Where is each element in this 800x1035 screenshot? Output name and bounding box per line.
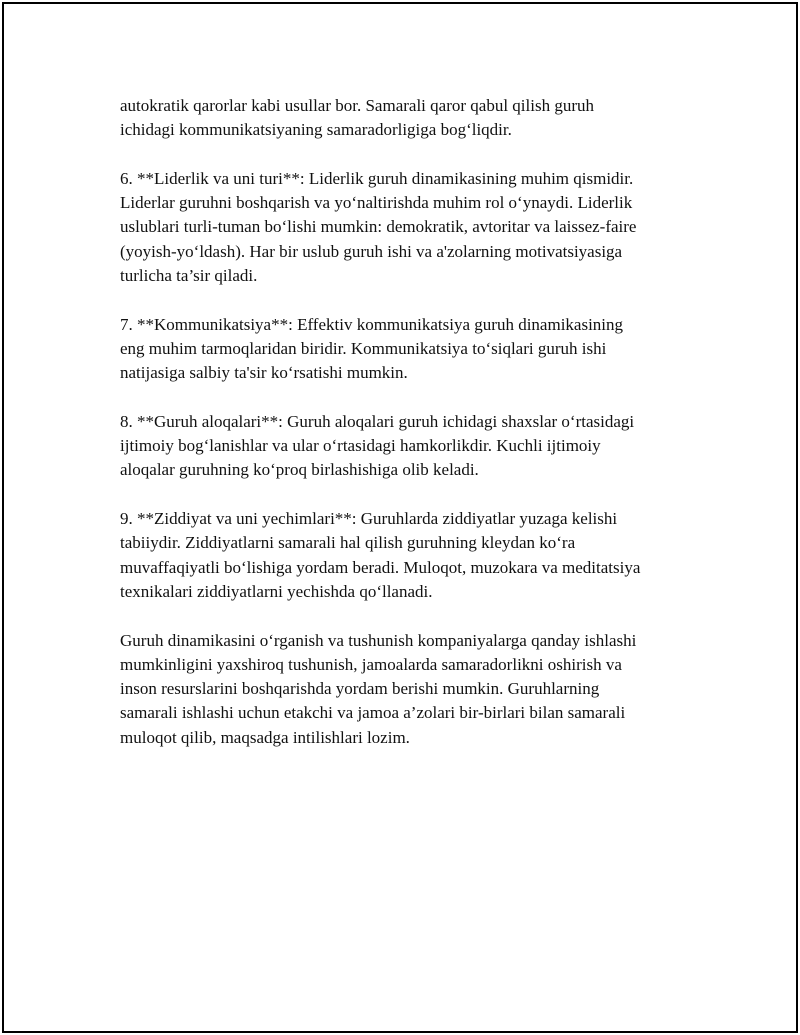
text-line: samarali ishlashi uchun etakchi va jamoa a’zolari bir-birlari bilan samarali <box>120 703 626 723</box>
text-line: Liderlar guruhni boshqarish va yo‘naltirishda muhim rol o‘ynaydi. Liderlik <box>120 193 633 213</box>
paragraph-decision-making <box>120 94 690 143</box>
text-line: ijtimoiy bog‘lanishlar va ular o‘rtasidagi hamkorlikdir. Kuchli ijtimoiy <box>120 436 601 456</box>
text-line: mumkinligini yaxshiroq tushunish, jamoalarda samaradorlikni oshirish va <box>120 654 622 674</box>
paragraph-communication <box>120 313 690 386</box>
text-line: 6. **Liderlik va uni turi**: Liderlik guruh dinamikasining muhim qismidir. <box>120 168 634 188</box>
text-line: muloqot qilib, maqsadga intilishlari lozim. <box>120 727 410 747</box>
text-line: 9. **Ziddiyat va uni yechimlari**: Guruhlarda ziddiyatlar yuzaga kelishi <box>120 509 618 529</box>
text-line: 8. **Guruh aloqalari**: Guruh aloqalari guruh ichidagi shaxslar o‘rtasidagi <box>120 411 635 431</box>
text-line: tabiiydir. Ziddiyatlarni samarali hal qilish guruhning kleydan ko‘ra <box>120 533 576 553</box>
paragraph-conclusion <box>120 629 690 750</box>
text-line: inson resurslarini boshqarishda yordam berishi mumkin. Guruhlarning <box>120 679 600 699</box>
text-line: autokratik qarorlar kabi usullar bor. Samarali qaror qabul qilish guruh <box>120 96 594 115</box>
document-page <box>2 2 798 1033</box>
text-line: eng muhim tarmoqlaridan biridir. Kommunikatsiya to‘siqlari guruh ishi <box>120 338 607 358</box>
text-line: ichidagi kommunikatsiyaning samaradorligiga bog‘liqdir. <box>120 120 512 140</box>
paragraph-leadership <box>120 167 690 288</box>
text-line: muvaffaqiyatli bo‘lishiga yordam beradi. Muloqot, muzokara va meditatsiya <box>120 557 641 577</box>
text-line: Guruh dinamikasini o‘rganish va tushunish kompaniyalarga qanday ishlashi <box>120 630 637 650</box>
text-line: 7. **Kommunikatsiya**: Effektiv kommunikatsiya guruh dinamikasining <box>120 314 624 334</box>
paragraph-conflict <box>120 507 690 604</box>
text-line: aloqalar guruhning ko‘proq birlashishiga olib keladi. <box>120 460 479 480</box>
text-line: turlicha ta’sir qiladi. <box>120 266 258 286</box>
text-line: texnikalari ziddiyatlarni yechishda qo‘llanadi. <box>120 581 433 601</box>
paragraph-group-relations <box>120 410 690 483</box>
document-body <box>120 94 690 774</box>
text-line: uslublari turli-tuman bo‘lishi mumkin: demokratik, avtoritar va laissez-faire <box>120 217 637 237</box>
text-line: (yoyish-yo‘ldash). Har bir uslub guruh ishi va a'zolarning motivatsiyasiga <box>120 241 623 261</box>
text-line: natijasiga salbiy ta'sir ko‘rsatishi mumkin. <box>120 363 408 383</box>
